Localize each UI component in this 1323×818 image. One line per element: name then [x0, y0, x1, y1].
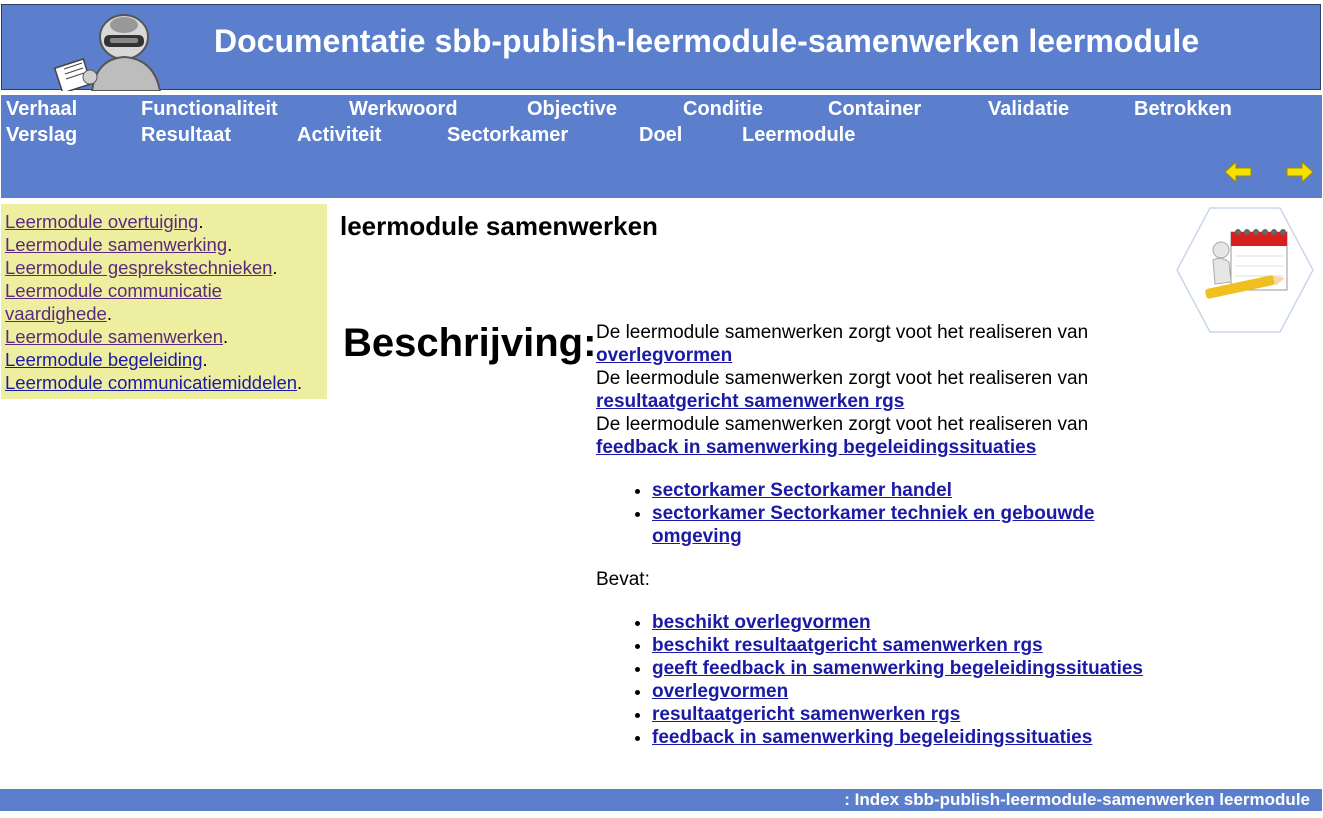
- sidebar-item: [5, 256, 323, 279]
- nav-item-werkwoord[interactable]: Werkwoord: [349, 98, 458, 120]
- page-title: leermodule samenwerken: [340, 211, 658, 241]
- nav-item-container[interactable]: Container: [828, 98, 922, 120]
- nav-item-verslag[interactable]: Verslag: [6, 124, 78, 146]
- section-label-beschrijving: Beschrijving:: [343, 321, 597, 365]
- link-overlegvormen[interactable]: overlegvormen: [596, 345, 733, 366]
- statement: [596, 321, 1196, 367]
- list-item: [652, 703, 1196, 726]
- statement-text: De leermodule samenwerken zorgt voot het realiseren van: [596, 368, 1089, 389]
- link-overlegvormen-2[interactable]: overlegvormen: [652, 681, 789, 702]
- nav-item-betrokken[interactable]: Betrokken: [1134, 98, 1232, 120]
- link-resultaatgericht-2[interactable]: resultaatgericht samenwerken rgs: [652, 704, 961, 725]
- list-item: [652, 611, 1196, 634]
- sidebar-link-begeleiding[interactable]: Leermodule begeleiding: [5, 349, 203, 370]
- sidebar: [1, 204, 327, 399]
- footer-bar: [0, 789, 1322, 811]
- list-item: [652, 680, 1196, 703]
- arrow-right-icon[interactable]: [1285, 160, 1315, 184]
- link-beschikt-resultaatgericht[interactable]: beschikt resultaatgericht samenwerken rgs: [652, 635, 1043, 656]
- sidebar-link-gesprekstechnieken[interactable]: Leermodule gesprekstechnieken: [5, 257, 273, 278]
- sidebar-link-communicatie-vaardighede[interactable]: Leermodule communicatie vaardighede: [5, 280, 222, 324]
- site-header: [1, 4, 1321, 90]
- list-item: [652, 502, 1112, 548]
- list-item: [652, 634, 1196, 657]
- site-title: Documentatie sbb-publish-leermodule-samenwerken leermodule: [214, 23, 1200, 59]
- sidebar-item-suffix: .: [297, 372, 303, 393]
- bevat-list: [596, 611, 1196, 749]
- arrow-left-icon[interactable]: [1223, 160, 1253, 184]
- link-resultaatgericht-samenwerken-rgs[interactable]: resultaatgericht samenwerken rgs: [596, 391, 905, 412]
- nav-item-validatie[interactable]: Validatie: [988, 98, 1070, 120]
- sidebar-item-suffix: .: [272, 257, 278, 278]
- sidebar-item: [5, 371, 323, 394]
- statement: [596, 367, 1196, 413]
- robot-logo: [52, 7, 177, 91]
- sidebar-link-communicatiemiddelen[interactable]: Leermodule communicatiemiddelen: [5, 372, 298, 393]
- link-sectorkamer-techniek[interactable]: sectorkamer Sectorkamer techniek en gebouwde omgeving: [652, 503, 1095, 547]
- sidebar-item-suffix: .: [227, 234, 233, 255]
- sidebar-item: [5, 348, 323, 371]
- link-geeft-feedback[interactable]: geeft feedback in samenwerking begeleidingssituaties: [652, 658, 1143, 679]
- statement: [596, 413, 1196, 459]
- nav-item-resultaat[interactable]: Resultaat: [141, 124, 232, 146]
- nav-item-objective[interactable]: Objective: [527, 98, 618, 120]
- link-feedback-2[interactable]: feedback in samenwerking begeleidingssituaties: [652, 727, 1093, 748]
- list-item: [652, 479, 1196, 502]
- nav-item-functionaliteit[interactable]: Functionaliteit: [141, 98, 278, 120]
- sidebar-link-overtuiging[interactable]: Leermodule overtuiging: [5, 211, 199, 232]
- sidebar-item: [5, 279, 245, 325]
- sidebar-item-suffix: .: [202, 349, 208, 370]
- sectorkamer-list: [596, 479, 1196, 548]
- nav-item-activiteit[interactable]: Activiteit: [297, 124, 382, 146]
- sidebar-item: [5, 233, 323, 256]
- calendar-icon: [1175, 206, 1315, 334]
- nav-item-leermodule[interactable]: Leermodule: [742, 124, 856, 146]
- statement-text: De leermodule samenwerken zorgt voot het realiseren van: [596, 322, 1089, 343]
- nav-item-verhaal[interactable]: Verhaal: [6, 98, 78, 120]
- statement-text: De leermodule samenwerken zorgt voot het realiseren van: [596, 414, 1089, 435]
- bevat-label: Bevat:: [596, 569, 650, 590]
- description-content: [596, 321, 1196, 759]
- sidebar-item-suffix: .: [106, 303, 112, 324]
- sidebar-link-samenwerking[interactable]: Leermodule samenwerking: [5, 234, 228, 255]
- nav-item-doel[interactable]: Doel: [639, 124, 683, 146]
- link-beschikt-overlegvormen[interactable]: beschikt overlegvormen: [652, 612, 871, 633]
- sidebar-item-suffix: .: [223, 326, 229, 347]
- link-feedback-in-samenwerking[interactable]: feedback in samenwerking begeleidingssituaties: [596, 437, 1037, 458]
- list-item: [652, 726, 1196, 749]
- sidebar-link-samenwerken[interactable]: Leermodule samenwerken: [5, 326, 224, 347]
- sidebar-item: [5, 210, 323, 233]
- nav-item-sectorkamer[interactable]: Sectorkamer: [447, 124, 569, 146]
- nav-item-conditie[interactable]: Conditie: [683, 98, 763, 120]
- sidebar-item-suffix: .: [198, 211, 204, 232]
- link-sectorkamer-handel[interactable]: sectorkamer Sectorkamer handel: [652, 480, 952, 501]
- main-nav: [1, 95, 1322, 198]
- sidebar-item: [5, 325, 323, 348]
- footer-index-link[interactable]: : Index sbb-publish-leermodule-samenwerken leermodule: [844, 790, 1310, 809]
- list-item: [652, 657, 1196, 680]
